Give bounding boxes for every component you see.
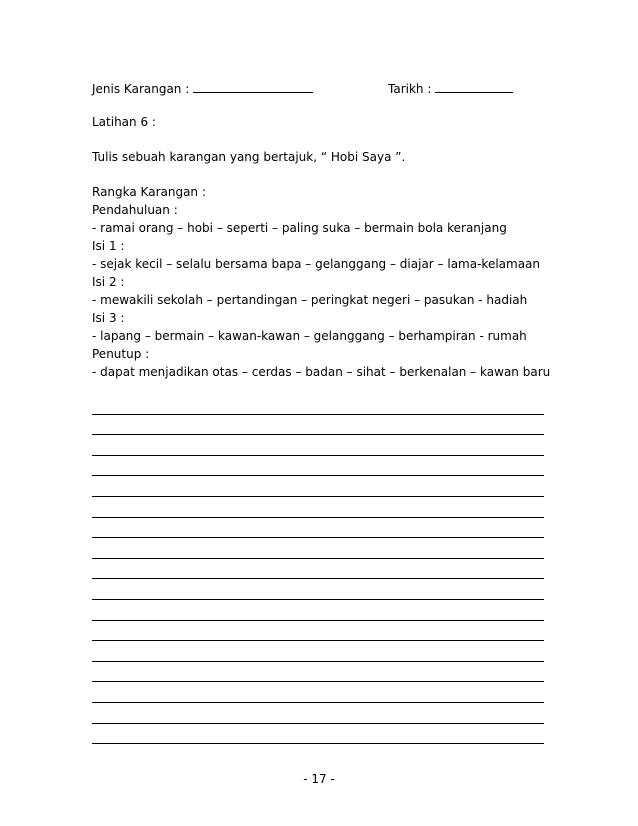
section-points-penutup: - dapat menjadikan otas – cerdas – badan – sihat – berkenalan – kawan baru <box>92 365 551 379</box>
section-label-penutup: Penutup : <box>92 347 150 361</box>
worksheet-header <box>92 80 542 98</box>
writing-line[interactable] <box>92 497 544 518</box>
exercise-instruction: Tulis sebuah karangan yang bertajuk, “ Hobi Saya ”. <box>92 150 406 164</box>
jenis-karangan-field <box>92 80 313 96</box>
section-points-isi-1: - sejak kecil – selalu bersama bapa – gelanggang – diajar – lama-kelamaan <box>92 257 541 271</box>
exercise-title: Latihan 6 : <box>92 115 156 129</box>
jenis-karangan-label: Jenis Karangan : <box>92 82 190 96</box>
section-label-pendahuluan: Pendahuluan : <box>92 203 178 217</box>
tarikh-field <box>388 80 513 96</box>
writing-line[interactable] <box>92 559 544 580</box>
section-label-isi-2: Isi 2 : <box>92 275 125 289</box>
section-points-isi-2: - mewakili sekolah – pertandingan – peringkat negeri – pasukan - hadiah <box>92 293 528 307</box>
tarikh-label: Tarikh : <box>388 82 432 96</box>
writing-line[interactable] <box>92 579 544 600</box>
writing-line[interactable] <box>92 394 544 415</box>
writing-line[interactable] <box>92 682 544 703</box>
outline-heading: Rangka Karangan : <box>92 185 206 199</box>
writing-line[interactable] <box>92 600 544 621</box>
writing-line[interactable] <box>92 538 544 559</box>
tarikh-blank[interactable] <box>435 80 513 93</box>
writing-line[interactable] <box>92 662 544 683</box>
section-points-pendahuluan: - ramai orang – hobi – seperti – paling suka – bermain bola keranjang <box>92 221 507 235</box>
writing-line[interactable] <box>92 518 544 539</box>
section-label-isi-3: Isi 3 : <box>92 311 125 325</box>
writing-line[interactable] <box>92 641 544 662</box>
writing-line[interactable] <box>92 476 544 497</box>
writing-line[interactable] <box>92 703 544 724</box>
page-number: - 17 - <box>303 772 335 786</box>
writing-line[interactable] <box>92 435 544 456</box>
writing-lines <box>92 394 544 744</box>
writing-line[interactable] <box>92 456 544 477</box>
writing-line[interactable] <box>92 415 544 436</box>
section-label-isi-1: Isi 1 : <box>92 239 125 253</box>
section-points-isi-3: - lapang – bermain – kawan-kawan – gelanggang – berhampiran - rumah <box>92 329 527 343</box>
jenis-karangan-blank[interactable] <box>193 80 313 93</box>
writing-line[interactable] <box>92 621 544 642</box>
writing-line[interactable] <box>92 724 544 745</box>
